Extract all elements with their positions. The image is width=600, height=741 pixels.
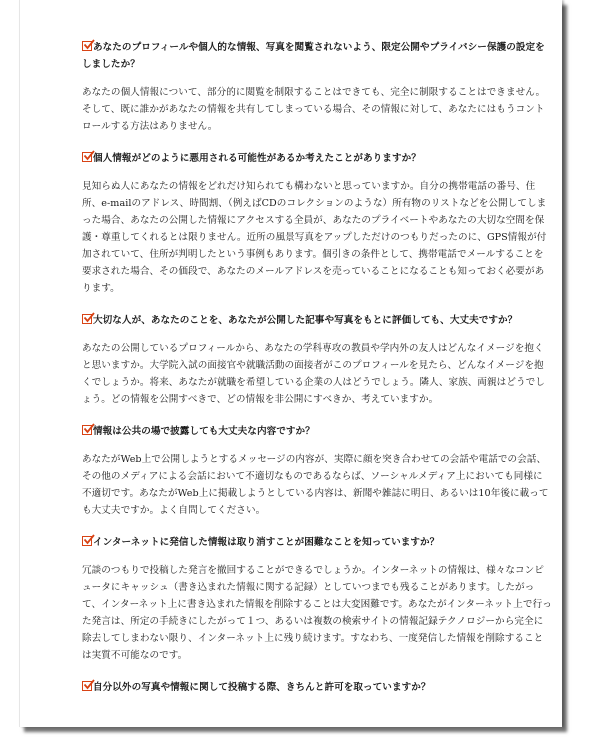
question-text: 情報は公共の場で披露しても大丈夫な内容ですか？	[93, 426, 315, 437]
answer-text: あなたがWeb上で公開しようとするメッセージの内容が、実際に顔を突き合わせての会話や電話での会話、その他のメディアによる会話において不適切なものであるならば、ソーシャルメディア上においても同様に不適切です。あなたがWeb上に掲載しようとしている内容は、新聞や雑誌に明日、あるいは10年後に載っても大丈夫ですか。よく自問してください。	[82, 454, 549, 516]
question-heading	[82, 423, 552, 440]
answer-text: 冗談のつもりで投稿した発言を撤回することができるでしょうか。インターネットの情報は、様々なコンピュータにキャッシュ（書き込まれた情報に関する記録）としていつまでも残ることがあります。したがって、インターネット上に書き込まれた情報を削除することは大変困難です。あなたがインターネット上で行った発言は、所定の手続きにしたがって１つ、あるいは複数の検索サイトの情報記録テクノロジーから完全に除去してしまわない限り、インターネット上に残り続けます。すなわち、一度発信した情報を削除することは実質不可能なのです。	[82, 565, 552, 661]
question-text: 個人情報がどのように悪用される可能性があるか考えたことがありますか？	[93, 153, 421, 164]
qa-section-1	[82, 39, 552, 135]
check-icon	[82, 41, 92, 51]
question-heading	[82, 312, 552, 329]
answer-text: 見知らぬ人にあなたの情報をどれだけ知られても構わないと思っていますか。自分の携帯電話の番号、住所、e-mailのアドレス、時間割、（例えばCDのコレクションのような）所有物のリストなどを公開してしまった場合、あなたの公開した情報にアクセスする全員が、あなたのプライベートやあなたの大切な空間を保護・尊重してくれるとは限りません。近所の風景写真をアップしただけのつもりだったのに、GPS情報が付加されていて、住所が判明したという事例もあります。個引きの条件として、携帯電話でメールすることを要求された場合、その価段で、あなたのメールアドレスを売っていることになることも知っておく必要があります。	[82, 181, 547, 294]
question-text: あなたのプロフィールや個人的な情報、写真を閲覧されないよう、限定公開やプライバシー保護の設定をしましたか？	[82, 42, 545, 70]
check-icon	[82, 425, 92, 435]
question-text: 大切な人が、あなたのことを、あなたが公開した記事や写真をもとに評価しても、大丈夫ですか？	[93, 315, 518, 326]
qa-section-3	[82, 312, 552, 408]
question-heading	[82, 534, 552, 551]
qa-section-4	[82, 423, 552, 519]
question-heading	[82, 679, 552, 696]
qa-section-5	[82, 534, 552, 664]
qa-section-6	[82, 679, 552, 696]
check-icon	[82, 314, 92, 324]
answer-text: あなたの個人情報について、部分的に閲覧を制限することはできても、完全に制限することはできません。そして、既に誰かがあなたの情報を共有してしまっている場合、その情報に対して、あなたにはもうコントロールする方法はありません。	[82, 87, 546, 132]
check-icon	[82, 152, 92, 162]
answer-text: あなたの公開しているプロフィールから、あなたの学科専攻の教員や学内外の友人はどんなイメージを抱くと思いますか。大学院入試の面接官や就職活動の面接者がこのプロフィールを見たら、どんなイメージを抱くでしょうか。将来、あなたが就職を希望している企業の人はどうでしょう。隣人、家族、両親はどうでしょう。どの情報を公開すべきで、どの情報を非公開にすべきか、考えていますか。	[82, 343, 545, 405]
check-icon	[82, 536, 92, 546]
document-page	[19, 0, 562, 727]
question-text: 自分以外の写真や情報に関して投稿する際、きちんと許可を取っていますか？	[93, 682, 431, 693]
question-text: インターネットに発信した情報は取り消すことが困難なことを知っていますか？	[93, 537, 440, 548]
document-content	[82, 39, 552, 707]
check-icon	[82, 681, 92, 691]
question-heading	[82, 150, 552, 167]
qa-section-2	[82, 150, 552, 297]
question-heading	[82, 39, 552, 73]
